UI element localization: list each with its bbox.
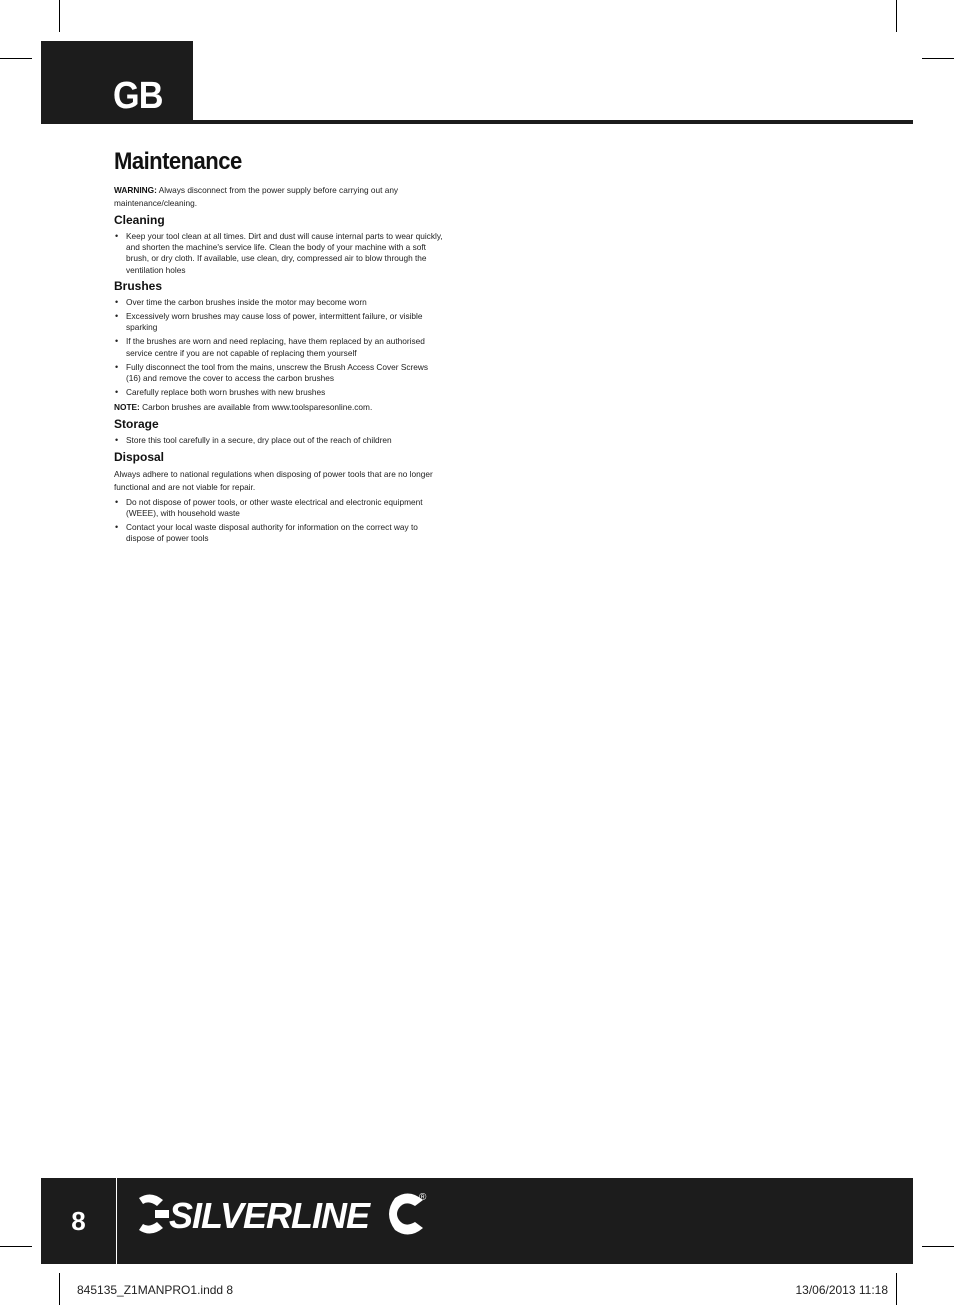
list-item: • Fully disconnect the tool from the mains, unscrew the Brush Access Cover Screws (16) and remove the cover to access the carbon brushes <box>114 362 444 384</box>
page-number: 8 <box>71 1206 86 1236</box>
note-text: Carbon brushes are available from www.toolsparesonline.com. <box>142 402 373 413</box>
brushes-heading: Brushes <box>114 278 163 293</box>
brand-wordmark: SILVERLINE <box>169 1195 370 1236</box>
disposal-intro: Always adhere to national regulations when disposing of power tools that are no longer functional and are not viable for repair. <box>114 468 433 492</box>
footer-divider <box>116 1178 117 1264</box>
section-title: Maintenance <box>114 148 242 175</box>
crop-mark <box>0 1246 32 1247</box>
storage-heading: Storage <box>114 417 159 432</box>
brand-logo <box>133 1184 433 1244</box>
crop-mark <box>922 1246 954 1247</box>
storage-list <box>114 435 444 446</box>
language-code: GB <box>113 75 163 117</box>
cleaning-list <box>114 231 444 276</box>
header-rule <box>41 120 913 124</box>
list-item: • Over time the carbon brushes inside the motor may become worn <box>114 297 444 308</box>
c-spanner-icon <box>389 1193 423 1234</box>
list-item: • Keep your tool clean at all times. Dirt and dust will cause internal parts to wear quickly, and shorten the machine's service life. Clean the body of your machine with a soft brush, or dry cloth. If available, use clean, dry, compressed air to blow through the ventilation holes <box>114 231 444 276</box>
date-slug: 13/06/2013 11:18 <box>795 1283 888 1297</box>
footer-bar <box>41 1178 913 1264</box>
list-item: • Do not dispose of power tools, or other waste electrical and electronic equipment (WEEE), with household waste <box>114 497 444 519</box>
brushes-list <box>114 297 444 399</box>
crop-mark <box>896 0 897 32</box>
disposal-heading: Disposal <box>114 449 165 464</box>
registered-mark: ® <box>419 1192 427 1203</box>
list-item: • Excessively worn brushes may cause loss of power, intermittent failure, or visible sparking <box>114 311 444 333</box>
file-slug: 845135_Z1MANPRO1.indd 8 <box>77 1283 234 1297</box>
crop-mark <box>0 58 32 59</box>
warning-text: Always disconnect from the power supply before carrying out any maintenance/cleaning. <box>114 185 399 208</box>
warning-label: WARNING: <box>114 185 157 195</box>
crop-mark <box>59 0 60 32</box>
brushes-note <box>114 401 444 414</box>
list-item: • Contact your local waste disposal authority for information on the correct way to dispose of power tools <box>114 522 444 544</box>
spanner-icon <box>139 1194 169 1233</box>
crop-mark <box>59 1273 60 1305</box>
list-item: • If the brushes are worn and need replacing, have them replaced by an authorised service centre if you are not capable of replacing them yourself <box>114 336 444 358</box>
note-label: NOTE: <box>114 402 140 413</box>
list-item: • Store this tool carefully in a secure, dry place out of the reach of children <box>114 435 444 446</box>
list-item: • Carefully replace both worn brushes with new brushes <box>114 387 444 398</box>
crop-mark <box>896 1273 897 1305</box>
maintenance-section <box>114 146 444 547</box>
disposal-list <box>114 497 444 545</box>
warning-paragraph <box>114 184 444 210</box>
crop-mark <box>922 58 954 59</box>
language-tab <box>41 41 193 123</box>
cleaning-heading: Cleaning <box>114 213 165 227</box>
